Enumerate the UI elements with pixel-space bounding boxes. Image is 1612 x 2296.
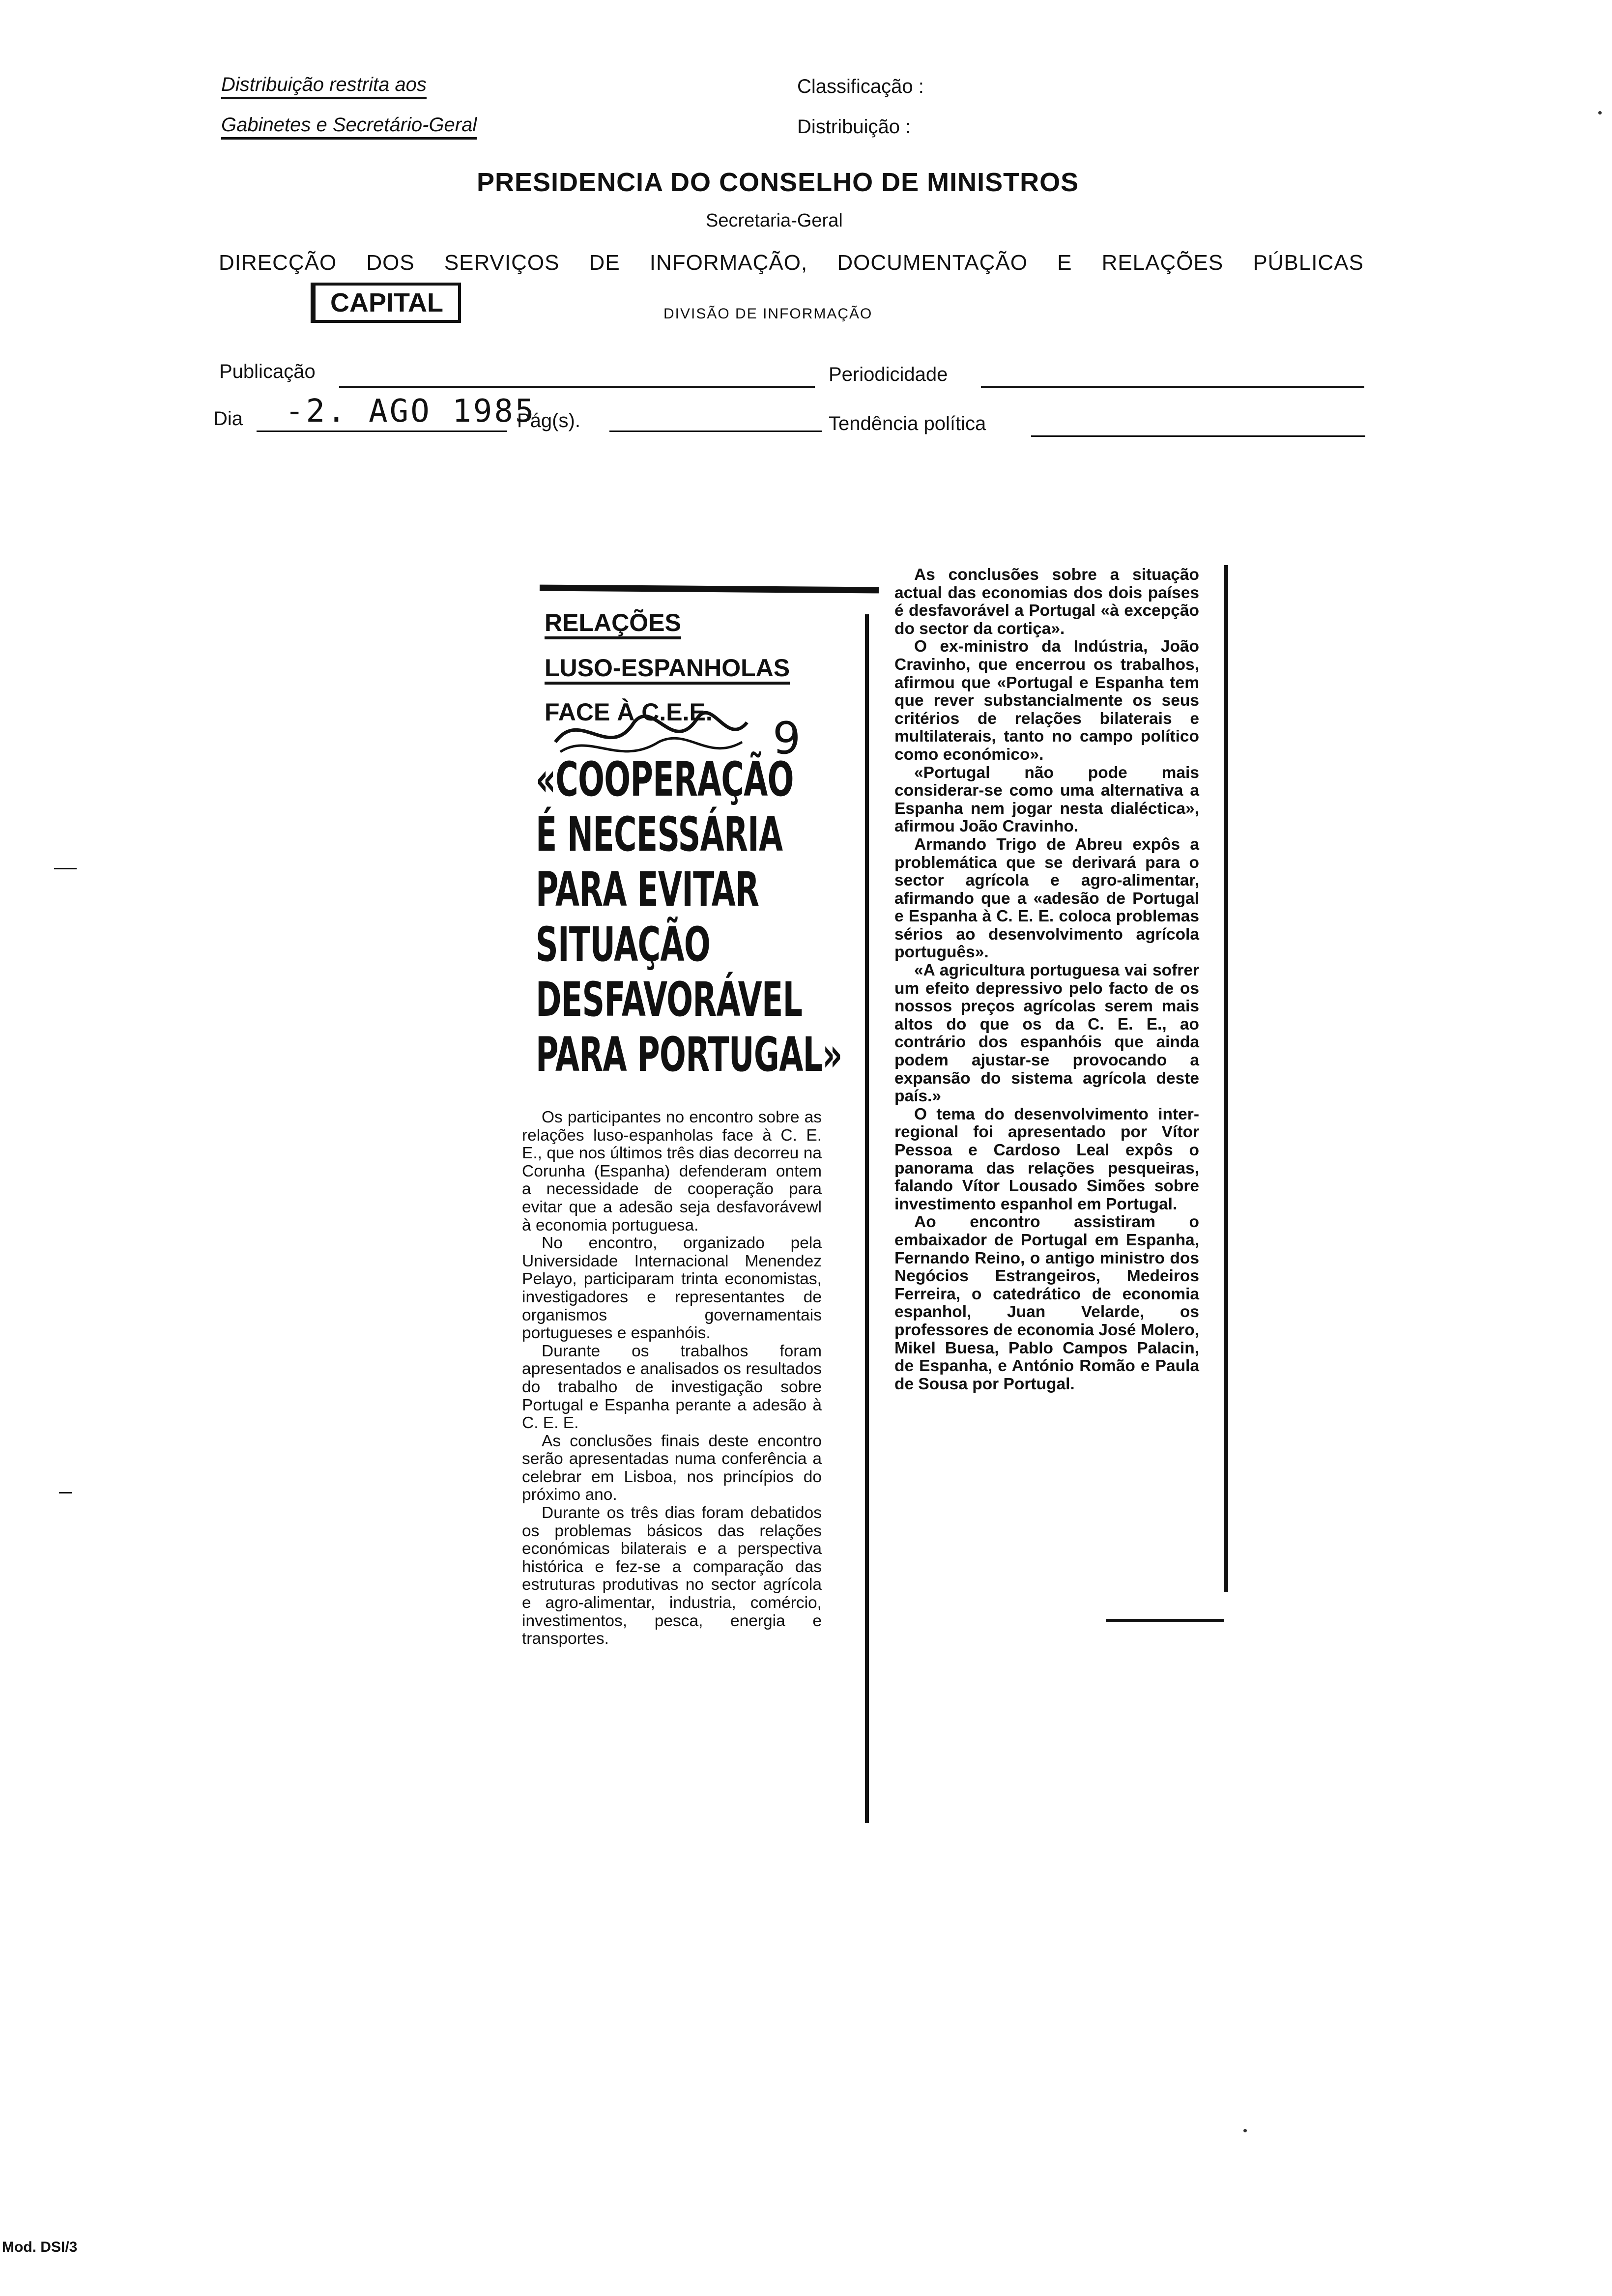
kicker-line1: RELAÇÕES [545, 608, 681, 637]
scan-mark [54, 868, 77, 869]
periodicidade-label: Periodicidade [829, 364, 948, 385]
directorate-word: RELAÇÕES [1101, 251, 1224, 275]
publicacao-label: Publicação [219, 361, 316, 382]
headline-line: DESFAVORÁVEL [536, 972, 803, 1027]
paragraph: No encontro, organizado pela Universidade Internacional Menendez Pelayo, participaram trinta economistas, investigadores e representantes de organismos governamentais portugueses e espanhóis. [522, 1234, 822, 1343]
division-label: DIVISÃO DE INFORMAÇÃO [663, 306, 873, 322]
kicker-line3: FACE À C.E.E. [545, 698, 713, 726]
paragraph: «A agricultura portuguesa vai sofrer um efeito depressivo pelo facto de os nossos preços agrícolas serem mais altos do que os da C. E. E., ao contrário dos espanhóis que ainda podem ajustar-se provocando a expansão do sistema agrícola deste país.» [894, 961, 1199, 1106]
pags-label: Pág(s). [517, 410, 580, 431]
dia-date-value: -2. AGO 1985 [285, 393, 536, 430]
paragraph: Os participantes no encontro sobre as relações luso-espanholas face à C. E. E., que nos últimos três dias decorreu na Corunha (Espanha) defenderam ontem a necessidade de cooperação para evitar que a adesão seja desfavorávewl à economia portuguesa. [522, 1108, 822, 1234]
directorate-word: PÚBLICAS [1253, 251, 1364, 275]
directorate-word: E [1057, 251, 1072, 275]
scan-mark [59, 1492, 72, 1493]
paragraph: O ex-ministro da Indústria, João Cravinho, que encerrou os trabalhos, afirmou que «Portugal e Espanha tem que rever substancialmente os seus critérios de relações bilaterais e multilaterais, tanto no campo político como económico». [894, 637, 1199, 764]
column-rule-right [1224, 565, 1228, 1592]
scan-speck [1598, 111, 1602, 115]
paragraph: Armando Trigo de Abreu expôs a problemática que se derivará para o sector agrícola e agro-alimentar, afirmando que a «adesão de Portugal e Espanha à C. E. E. coloca problemas sérios ao desenvolvimento agrícola português». [894, 835, 1199, 962]
article-column-2 [894, 566, 1199, 1393]
directorate-word: DE [589, 251, 620, 275]
periodicidade-field [981, 386, 1364, 388]
restricted-distribution-line1: Distribuição restrita aos [221, 74, 427, 96]
restricted-distribution-line2: Gabinetes e Secretário-Geral [221, 114, 477, 136]
clipping-end-rule [1106, 1619, 1224, 1622]
column-rule-left [865, 614, 869, 1823]
publicacao-field [339, 386, 815, 388]
paragraph: As conclusões sobre a situação actual das economias dos dois países é desfavorável a Portugal «à excepção do sector da cortiça». [894, 566, 1199, 638]
directorate-word: DOCUMENTAÇÃO [837, 251, 1028, 275]
form-code: Mod. DSI/3 [2, 2239, 78, 2255]
directorate-word: DIRECÇÃO [219, 251, 337, 275]
org-title: PRESIDENCIA DO CONSELHO DE MINISTROS [477, 168, 1079, 197]
paragraph: As conclusões finais deste encontro serão apresentadas numa conferência a celebrar em Lisboa, nos princípios do próximo ano. [522, 1432, 822, 1504]
headline-line: SITUAÇÃO [536, 917, 711, 972]
tendencia-label: Tendência política [829, 413, 986, 434]
distribuicao-label: Distribuição : [797, 116, 911, 138]
directorate-line [219, 251, 1364, 275]
directorate-word: DOS [366, 251, 415, 275]
publication-stamp: CAPITAL [311, 283, 461, 323]
classificacao-label: Classificação : [797, 76, 924, 97]
pags-field [609, 430, 822, 432]
directorate-word: INFORMAÇÃO, [649, 251, 808, 275]
clipping-top-rule [540, 585, 879, 594]
org-subtitle: Secretaria-Geral [706, 210, 843, 231]
paragraph: «Portugal não pode mais considerar-se como uma alternativa a Espanha nem jogar nesta dialéctica», afirmou João Cravinho. [894, 763, 1199, 836]
dia-label: Dia [213, 408, 243, 430]
headline-line: «COOPERAÇÃO [536, 752, 794, 807]
headline-line: PARA PORTUGAL» [536, 1027, 842, 1082]
tendencia-field [1031, 435, 1365, 437]
directorate-word: SERVIÇOS [444, 251, 560, 275]
paragraph: O tema do desenvolvimento inter-regional foi apresentado por Vítor Pessoa e Cardoso Leal expôs o panorama das relações pesqueiras, falando Vítor Lousado Simões sobre investimento espanhol em Portugal. [894, 1105, 1199, 1213]
headline-line: PARA EVITAR [536, 862, 759, 917]
paragraph: Durante os três dias foram debatidos os problemas básicos das relações económicas bilaterais e a perspectiva histórica e fez-se a comparação das estruturas produtivas no sector agrícola e agro-alimentar, industria, comércio, investimentos, pesca, energia e transportes. [522, 1504, 822, 1648]
handwritten-mark: 9 [773, 713, 801, 764]
article-column-1 [522, 1109, 822, 1648]
paragraph: Ao encontro assistiram o embaixador de Portugal em Espanha, Fernando Reino, o antigo ministro dos Negócios Estrangeiros, Medeiros Ferreira, o catedrático de economia espanhol, Juan Velarde, os professores de economia José Molero, Mikel Buesa, Pablo Campos Palacin, de Espanha, e António Romão e Paula de Sousa por Portugal. [894, 1213, 1199, 1393]
dia-field [257, 430, 507, 432]
paragraph: Durante os trabalhos foram apresentados e analisados os resultados do trabalho de investigação sobre Portugal e Espanha perante a adesão à C. E. E. [522, 1342, 822, 1433]
headline-line: É NECESSÁRIA [536, 807, 783, 862]
kicker-line2: LUSO-ESPANHOLAS [545, 654, 790, 682]
scan-speck [1243, 2129, 1247, 2132]
